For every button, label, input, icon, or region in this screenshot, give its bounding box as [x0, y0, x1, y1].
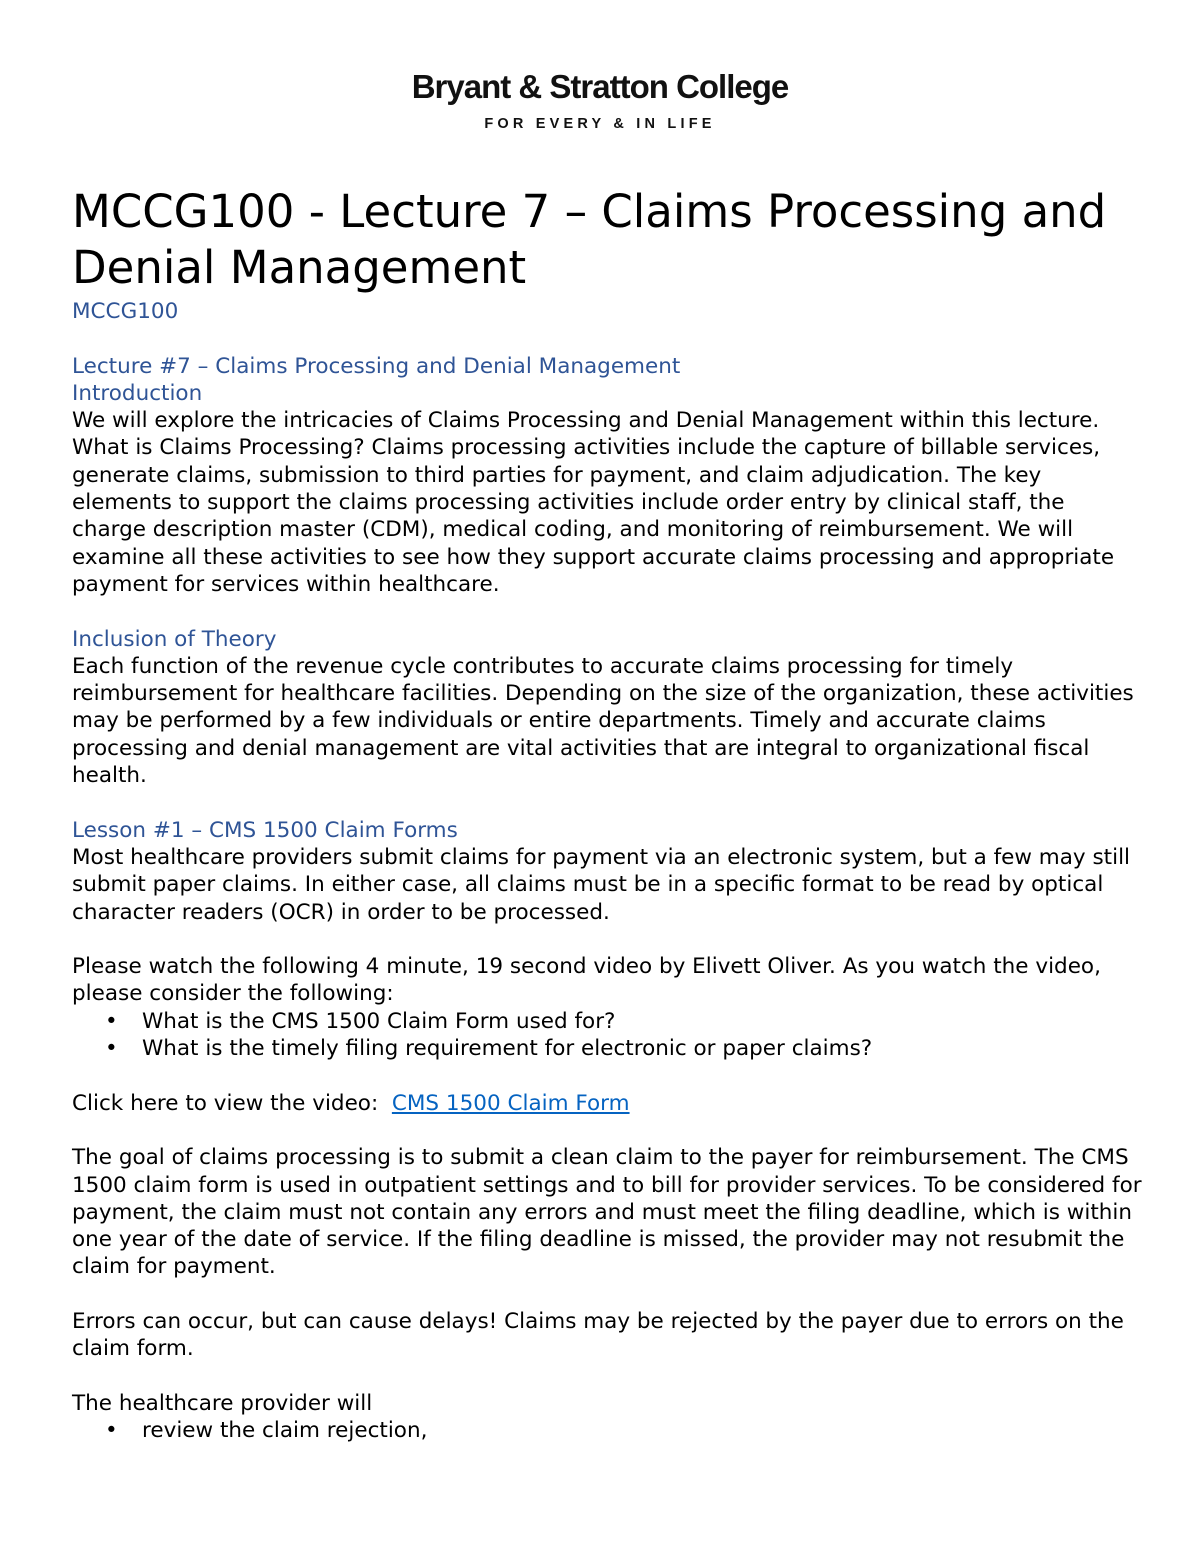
page-title: MCCG100 - Lecture 7 – Claims Processing and Denial Management: [72, 185, 1107, 294]
provider-steps-list: [72, 1417, 1142, 1444]
list-item: • What is the timely filing requirement for electronic or paper claims?: [72, 1035, 1142, 1062]
lesson1-paragraph: Most healthcare providers submit claims for payment via an electronic system, but a few may still submit paper claims. In either case, all claims must be in a specific format to be read by optical character readers (OCR) in order to be processed.: [72, 844, 1131, 925]
goal-paragraph: The goal of claims processing is to submit a clean claim to the payer for reimbursement. The CMS 1500 claim form is used in outpatient settings and to bill for provider services. To be considered for payment, the claim must not contain any errors and must meet the filing deadline, which is within one year of the date of service. If the filing deadline is missed, the provider may not resubmit the claim for payment.: [72, 1145, 1142, 1280]
course-code: MCCG100: [72, 299, 179, 324]
logo-name: Bryant & Stratton College: [411, 68, 789, 105]
introduction-paragraph: We will explore the intricacies of Claims Processing and Denial Management within this lecture. What is Claims Processing? Claims processing activities include the capture of billable services, generate claims, submission to third parties for payment, and claim adjudication. The key elements to support the claims processing activities include order entry by clinical staff, the charge description master (CDM), medical coding, and monitoring of reimbursement. We will examine all these activities to see how they support accurate claims processing and appropriate payment for services within healthcare.: [72, 408, 1115, 597]
logo-tagline: FOR EVERY & IN LIFE: [484, 116, 716, 132]
theory-heading: Inclusion of Theory: [72, 626, 277, 652]
video-prompt-line: [72, 1090, 1142, 1117]
provider-intro: The healthcare provider will: [72, 1390, 373, 1416]
document-body: [72, 298, 1142, 1444]
list-item: • What is the CMS 1500 Claim Form used for?: [72, 1008, 1142, 1035]
college-logo: [72, 68, 1128, 133]
video-prompt-text: Click here to view the video:: [72, 1090, 392, 1116]
introduction-heading: Introduction: [72, 380, 203, 406]
video-intro-paragraph: Please watch the following 4 minute, 19 second video by Elivett Oliver. As you watch the video, please consider the following:: [72, 954, 1101, 1007]
question-list: [72, 1008, 1142, 1063]
theory-paragraph: Each function of the revenue cycle contributes to accurate claims processing for timely reimbursement for healthcare facilities. Depending on the size of the organization, these activities may be performed by a few individuals or entire departments. Timely and accurate claims processing and denial management are vital activities that are integral to organizational fiscal health.: [72, 653, 1134, 789]
lecture-heading: Lecture #7 – Claims Processing and Denial Management: [72, 353, 681, 379]
list-item: • review the claim rejection,: [72, 1417, 1142, 1444]
video-link[interactable]: CMS 1500 Claim Form: [391, 1090, 630, 1116]
lesson1-heading: Lesson #1 – CMS 1500 Claim Forms: [72, 817, 458, 843]
errors-paragraph: Errors can occur, but can cause delays! Claims may be rejected by the payer due to errors on the claim form.: [72, 1308, 1124, 1362]
